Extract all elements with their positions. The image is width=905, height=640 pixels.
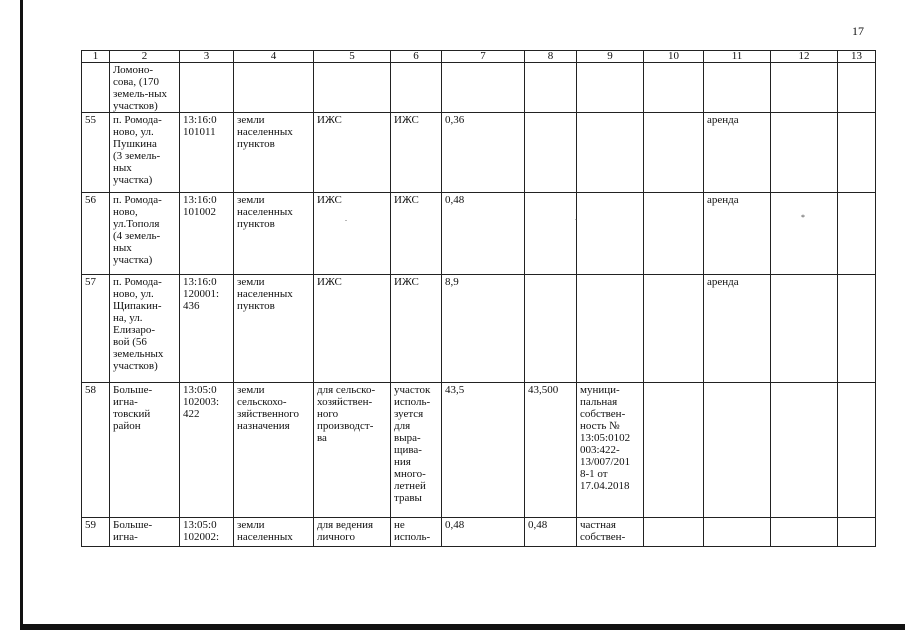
table-cell-col-12: [771, 275, 838, 383]
table-cell-col-6: [391, 63, 442, 113]
table-cell-col-12: [771, 518, 838, 547]
table-cell-col-11: [704, 383, 771, 518]
table-cell-col-8: [525, 193, 577, 275]
table-cell-col-9: муници- пальная собствен- ность № 13:05:0102 003:422- 13/007/201 8-1 от 17.04.2018: [577, 383, 644, 518]
table-cell-col-7: 0,48: [442, 193, 525, 275]
table-row: [82, 113, 876, 193]
table-cell-col-6: ИЖС: [391, 193, 442, 275]
table-cell-col-3: 13:05:0 102002:: [180, 518, 234, 547]
table-cell-col-3: 13:16:0 101011: [180, 113, 234, 193]
table-cell-col-5: ИЖС: [314, 193, 391, 275]
table-cell-col-4: земли населенных пунктов: [234, 193, 314, 275]
scan-speck: *: [801, 213, 805, 222]
table-cell-col-10: [644, 113, 704, 193]
table-cell-col-7: 0,36: [442, 113, 525, 193]
column-number: 3: [180, 51, 234, 63]
column-number: 11: [704, 51, 771, 63]
column-number: 9: [577, 51, 644, 63]
column-number: 7: [442, 51, 525, 63]
table-cell-col-8: 0,48: [525, 518, 577, 547]
scan-speck: .: [345, 214, 347, 223]
table-cell-col-5: ИЖС: [314, 113, 391, 193]
table-cell-col-13: [838, 383, 876, 518]
table-cell-col-8: 43,500: [525, 383, 577, 518]
column-number: 12: [771, 51, 838, 63]
table-cell-col-4: земли населенных пунктов: [234, 113, 314, 193]
table-cell-col-11: аренда: [704, 113, 771, 193]
page-number: 17: [852, 24, 864, 38]
column-number: 6: [391, 51, 442, 63]
table-cell-col-7: 8,9: [442, 275, 525, 383]
table-cell-col-11: [704, 63, 771, 113]
column-number: 5: [314, 51, 391, 63]
table-cell-col-10: [644, 63, 704, 113]
table-cell-col-1: [82, 63, 110, 113]
table-cell-col-10: [644, 518, 704, 547]
table-cell-col-7: 0,48: [442, 518, 525, 547]
table-cell-col-4: земли сельскохо- зяйственного назначения: [234, 383, 314, 518]
column-number: 4: [234, 51, 314, 63]
table-cell-col-13: [838, 275, 876, 383]
column-number-row: [82, 51, 876, 63]
table-cell-col-2: п. Ромода- ново, ул.Тополя (4 земель- ных участка): [110, 193, 180, 275]
table-cell-col-9: частная собствен-: [577, 518, 644, 547]
table-cell-col-6: ИЖС: [391, 113, 442, 193]
table-cell-col-1: 57: [82, 275, 110, 383]
table-cell-col-12: [771, 63, 838, 113]
table-cell-col-3: 13:05:0 102003: 422: [180, 383, 234, 518]
table-cell-col-6: участок исполь- зуется для выра- щива- ния много- летней травы: [391, 383, 442, 518]
table-cell-col-2: Больше- игна-: [110, 518, 180, 547]
table-row: [82, 383, 876, 518]
table-row: [82, 63, 876, 113]
table-cell-col-3: 13:16:0 101002: [180, 193, 234, 275]
table-cell-col-4: [234, 63, 314, 113]
table-cell-col-3: [180, 63, 234, 113]
scan-speck: .: [575, 213, 577, 222]
table-cell-col-7: 43,5: [442, 383, 525, 518]
table-cell-col-4: земли населенных пунктов: [234, 275, 314, 383]
table-row: [82, 518, 876, 547]
column-number: 8: [525, 51, 577, 63]
scan-left-border: [20, 0, 23, 630]
table-cell-col-2: п. Ромода- ново, ул. Щипакин- на, ул. Елизаро- вой (56 земельных участков): [110, 275, 180, 383]
table-cell-col-6: не исполь-: [391, 518, 442, 547]
table-cell-col-7: [442, 63, 525, 113]
column-number: 13: [838, 51, 876, 63]
table-cell-col-9: [577, 193, 644, 275]
land-plots-table: [81, 50, 876, 547]
table-cell-col-10: [644, 383, 704, 518]
table-cell-col-6: ИЖС: [391, 275, 442, 383]
table-cell-col-12: [771, 113, 838, 193]
table-cell-col-1: 58: [82, 383, 110, 518]
table-row: [82, 193, 876, 275]
table-cell-col-13: [838, 518, 876, 547]
table-cell-col-2: п. Ромода- ново, ул. Пушкина (3 земель- ных участка): [110, 113, 180, 193]
table-cell-col-12: [771, 383, 838, 518]
table-cell-col-2: Больше- игна- товский район: [110, 383, 180, 518]
table-cell-col-5: для ведения личного: [314, 518, 391, 547]
table-cell-col-4: земли населенных: [234, 518, 314, 547]
table-cell-col-13: [838, 63, 876, 113]
table-cell-col-8: [525, 63, 577, 113]
table-cell-col-9: [577, 275, 644, 383]
table-cell-col-11: [704, 518, 771, 547]
table-cell-col-12: [771, 193, 838, 275]
table-cell-col-9: [577, 63, 644, 113]
table-cell-col-13: [838, 113, 876, 193]
table-cell-col-5: ИЖС: [314, 275, 391, 383]
table-cell-col-8: [525, 113, 577, 193]
table-cell-col-10: [644, 193, 704, 275]
table-cell-col-1: 56: [82, 193, 110, 275]
table-cell-col-9: [577, 113, 644, 193]
table-cell-col-3: 13:16:0 120001: 436: [180, 275, 234, 383]
table-cell-col-5: для сельско- хозяйствен- ного производст- ва: [314, 383, 391, 518]
table-cell-col-13: [838, 193, 876, 275]
table-cell-col-11: аренда: [704, 275, 771, 383]
table-cell-col-1: 55: [82, 113, 110, 193]
table-cell-col-8: [525, 275, 577, 383]
table-cell-col-11: аренда: [704, 193, 771, 275]
table-cell-col-1: 59: [82, 518, 110, 547]
column-number: 10: [644, 51, 704, 63]
column-number: 1: [82, 51, 110, 63]
scan-bottom-border: [22, 624, 905, 630]
table-row: [82, 275, 876, 383]
table-cell-col-5: [314, 63, 391, 113]
table-cell-col-2: Ломоно- сова, (170 земель-ных участков): [110, 63, 180, 113]
column-number: 2: [110, 51, 180, 63]
table-cell-col-10: [644, 275, 704, 383]
